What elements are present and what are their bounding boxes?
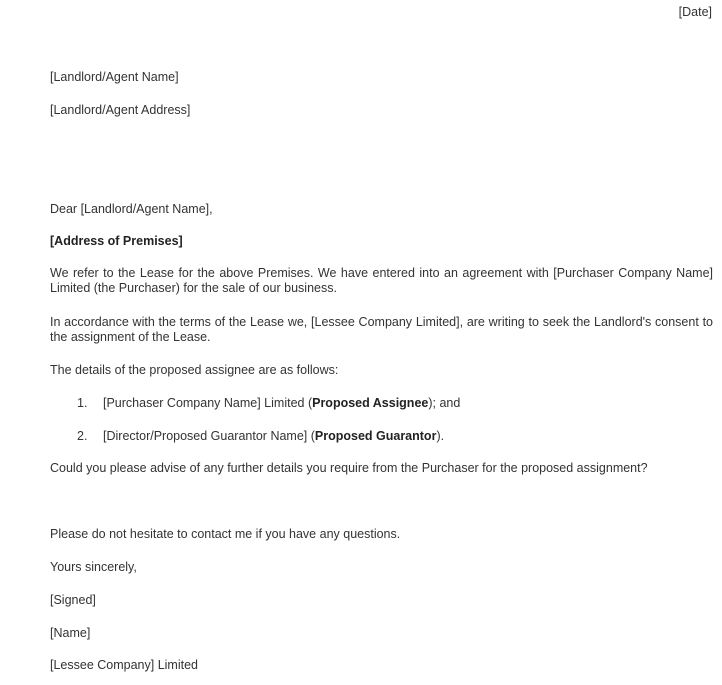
recipient-name: [Landlord/Agent Name] bbox=[50, 70, 179, 84]
signature: [Signed] bbox=[50, 593, 96, 607]
date: [Date] bbox=[678, 5, 712, 19]
paragraph-intro: We refer to the Lease for the above Premises. We have entered into an agreement with [Purchaser Company Name] Limited (the Purchaser) for the sale of our business. bbox=[50, 266, 713, 295]
subject-line: [Address of Premises] bbox=[50, 234, 183, 248]
list-number: 2. bbox=[77, 429, 88, 443]
salutation: Dear [Landlord/Agent Name], bbox=[50, 202, 213, 216]
paragraph-consent: In accordance with the terms of the Lease we, [Lessee Company Limited], are writing to seek the Landlord's consent to the assignment of the Lease. bbox=[50, 315, 713, 344]
list-item-guarantor bbox=[77, 429, 444, 444]
list-text: [Purchaser Company Name] Limited ( bbox=[103, 396, 313, 410]
list-number: 1. bbox=[77, 396, 88, 410]
list-bold-term: Proposed Guarantor bbox=[314, 429, 437, 443]
list-text: [Director/Proposed Guarantor Name] ( bbox=[103, 429, 315, 443]
signer-name: [Name] bbox=[50, 626, 91, 640]
signer-company: [Lessee Company] Limited bbox=[50, 658, 198, 672]
list-bold-term: Proposed Assignee bbox=[312, 396, 429, 410]
question-paragraph: Could you please advise of any further details you require from the Purchaser for the proposed assignment? bbox=[50, 461, 648, 475]
list-text-end: ). bbox=[436, 429, 445, 443]
sign-off: Yours sincerely, bbox=[50, 560, 137, 574]
closing-note: Please do not hesitate to contact me if you have any questions. bbox=[50, 527, 401, 541]
recipient-address: [Landlord/Agent Address] bbox=[50, 103, 191, 117]
list-item-assignee bbox=[77, 396, 460, 411]
list-intro: The details of the proposed assignee are as follows: bbox=[50, 363, 339, 377]
list-text-end: ); and bbox=[428, 396, 461, 410]
